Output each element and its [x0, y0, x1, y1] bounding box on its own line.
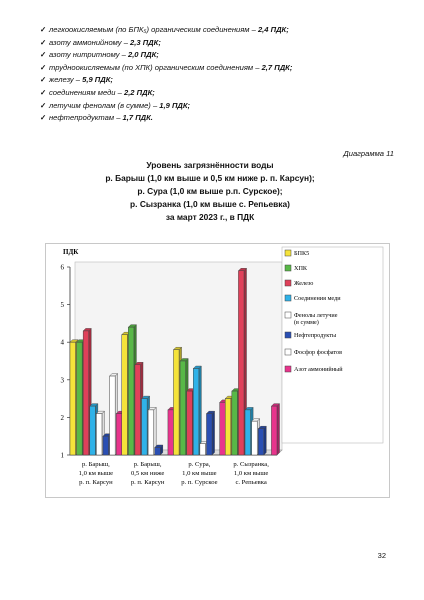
legend-swatch: [285, 349, 291, 355]
checkmark-icon: ✓: [40, 50, 47, 60]
legend-label: Азот аммонийный: [294, 366, 343, 373]
diagram-label: Диаграмма 11: [343, 149, 394, 158]
checkmark-icon: ✓: [40, 113, 47, 123]
x-tick-label: 1,0 км выше: [233, 470, 269, 477]
bar: [173, 350, 179, 455]
bullet-item: ✓ азоту нитритному – 2,0 ПДК;: [40, 49, 400, 62]
bar: [232, 391, 238, 455]
x-tick-label: р. Барыш,: [133, 461, 162, 468]
legend-label: ХПК: [294, 265, 308, 272]
legend-label: Фосфор фосфатов: [294, 349, 343, 356]
legend-swatch: [285, 332, 291, 338]
bullet-list: [40, 24, 400, 125]
bullet-item: ✓ трудноокисляемым (по ХПК) органическим соединениям – 2,7 ПДК;: [40, 62, 400, 75]
chart: [45, 243, 390, 498]
bar: [77, 342, 83, 455]
checkmark-icon: ✓: [40, 25, 47, 34]
bar-side: [212, 411, 215, 455]
title-line: за март 2023 г., в ПДК: [165, 212, 255, 222]
bar: [110, 376, 116, 455]
bar: [83, 331, 89, 455]
bar: [116, 414, 122, 455]
bar: [187, 391, 193, 455]
bullet-item: ✓ железу – 5,9 ПДК;: [40, 74, 400, 87]
y-axis-label: ПДК: [63, 248, 79, 256]
bar: [180, 361, 186, 455]
legend-swatch: [285, 366, 291, 372]
title-line: Уровень загрязнённости воды: [146, 160, 274, 170]
legend-label: Нефтепродукты: [294, 332, 337, 339]
bar: [206, 414, 212, 455]
bar: [225, 399, 231, 455]
x-tick-label: р. п. Карсун: [79, 479, 113, 486]
bar: [258, 429, 264, 455]
checkmark-icon: ✓: [40, 37, 47, 47]
y-tick-label: 4: [60, 338, 64, 347]
legend-swatch: [285, 250, 291, 256]
bullet-item: ✓ нефтепродуктам – 1,7 ПДК.: [40, 112, 400, 125]
legend-label: Соединения меди: [294, 295, 341, 302]
bar: [142, 399, 148, 455]
legend-label: БПК5: [294, 250, 310, 257]
bar: [168, 410, 174, 455]
bullet-item: ✓ соединениям меди – 2,2 ПДК;: [40, 87, 400, 100]
x-tick-label: р. Сызранка,: [233, 461, 269, 468]
bar: [193, 369, 199, 455]
checkmark-icon: ✓: [40, 75, 47, 85]
y-tick-label: 3: [60, 376, 64, 385]
x-tick-label: р. Сура,: [188, 461, 211, 468]
title-line: р. Сура (1,0 км выше р.п. Сурское);: [137, 186, 283, 196]
x-tick-label: р. п. Карсун: [130, 479, 165, 486]
x-tick-label: 1,0 км выше: [182, 470, 217, 477]
legend-swatch: [285, 280, 291, 286]
legend-swatch: [285, 295, 291, 301]
legend-box: [282, 247, 383, 443]
title-line: р. Барыш (1,0 км выше и 0,5 км ниже р. п. Карсун);: [105, 173, 315, 183]
bar: [238, 271, 244, 455]
bar: [220, 402, 226, 455]
bar: [245, 410, 251, 455]
y-tick-label: 5: [60, 301, 64, 310]
x-tick-label: 1,0 км выше: [78, 470, 114, 477]
x-tick-label: с. Репьевка: [235, 479, 267, 486]
x-tick-label: р. п. Сурское: [181, 479, 218, 486]
bar: [96, 414, 102, 455]
legend-swatch: [285, 312, 291, 318]
bar-chart: [45, 243, 390, 498]
bar: [148, 410, 154, 455]
bar: [103, 436, 109, 455]
bar: [135, 365, 141, 455]
bar: [200, 444, 206, 455]
checkmark-icon: ✓: [40, 87, 47, 97]
page-number: 32: [377, 551, 386, 560]
legend-swatch: [285, 265, 291, 271]
x-tick-label: р. Барыш,: [81, 461, 110, 468]
bar-side: [264, 426, 267, 455]
x-tick-label: 0,5 км ниже: [130, 470, 165, 477]
bar-side: [199, 366, 202, 455]
checkmark-icon: ✓: [40, 62, 47, 72]
bar: [90, 406, 96, 455]
bar: [155, 447, 161, 455]
bullet-item: ✓ летучим фенолам (в сумме) – 1,9 ПДК;: [40, 100, 400, 113]
chart-title: [60, 159, 360, 224]
bar: [271, 406, 277, 455]
y-tick-label: 6: [60, 263, 64, 272]
bar: [252, 421, 258, 455]
y-tick-label: 1: [60, 451, 64, 460]
title-line: р. Сызранка (1,0 км выше с. Репьевка): [130, 199, 290, 209]
checkmark-icon: ✓: [40, 100, 47, 110]
bar: [70, 342, 76, 455]
legend-label: Фенолы летучие (в сумме): [294, 312, 338, 326]
bullet-item: ✓ легкоокисляемым (по БПК₅) органическим соединениям – 2,4 ПДК;: [40, 24, 400, 37]
y-tick-label: 2: [60, 413, 64, 422]
bar: [122, 335, 128, 455]
bar: [128, 327, 134, 455]
bar-side: [277, 404, 280, 455]
bullet-item: ✓ азоту аммонийному – 2,3 ПДК;: [40, 37, 400, 50]
legend-label: Железо: [294, 280, 314, 287]
